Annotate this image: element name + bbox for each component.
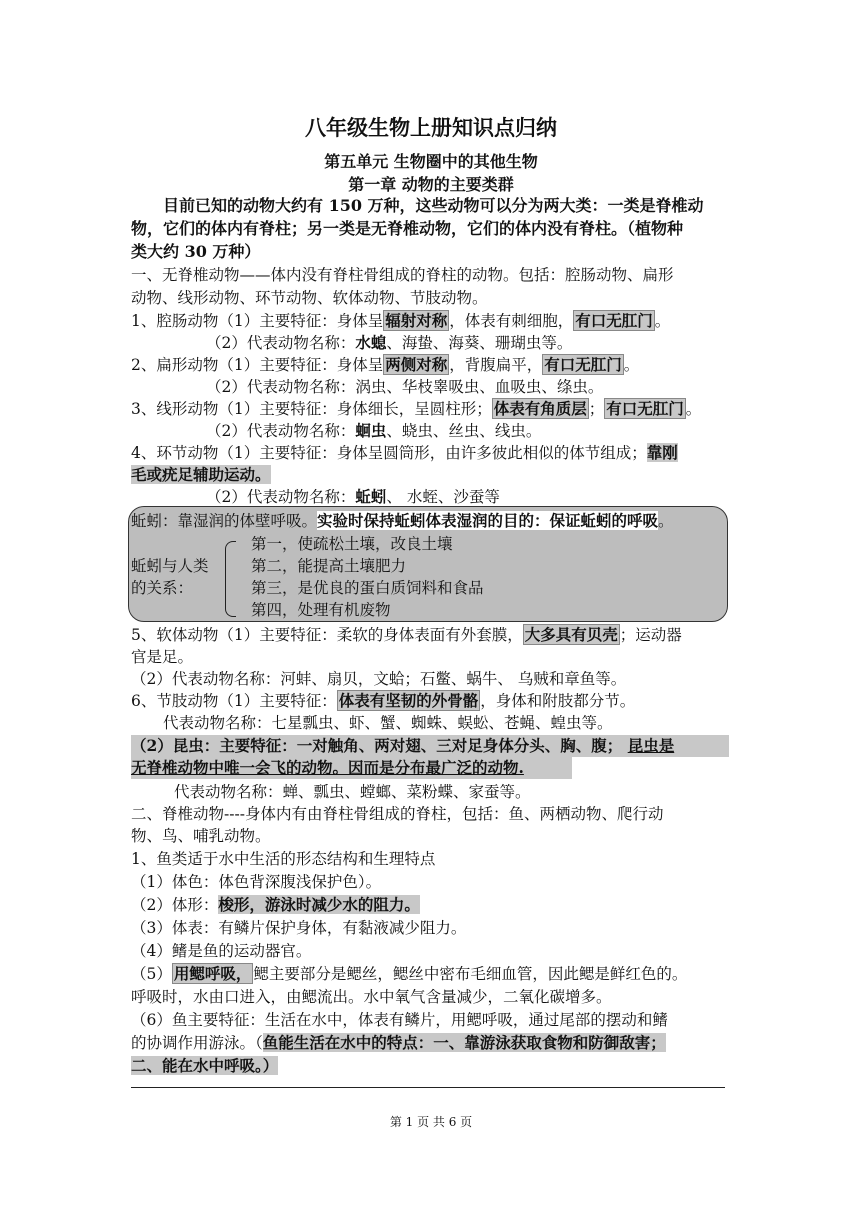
intro-line-3: 类大约 30 万种） [131,242,261,261]
annelid-examples: （2）代表动物名称：蚯蚓、 水蛭、沙蚕等 [206,487,500,506]
fish-heading: 1、鱼类适于水中生活的形态结构和生理特点 [131,850,436,868]
cnidaria-examples: （2）代表动物名称：水螅、海蛰、海葵、珊瑚虫等。 [206,333,573,352]
earthworm-breathing: 蚯蚓：靠湿润的体壁呼吸。实验时保持蚯蚓体表湿润的目的：保证蚯蚓的呼吸。 [131,511,674,530]
relation-item-3: 第三，是优良的蛋白质饲料和食品 [251,579,484,597]
fish-point-6: （6）鱼主要特征：生活在水中，体表有鳞片，用鳃呼吸，通过尾部的摆动和鳍 [131,1011,668,1029]
mollusc-features: 5、软体动物（1）主要特征：柔软的身体表面有外套膜， 大多具有贝壳 ；运动器 [131,625,682,644]
arthropod-examples: 代表动物名称：七星瓢虫、虾、蟹、蜘蛛、蜈蚣、苍蝇、蝗虫等。 [163,714,613,732]
fish-point-2: （2）体形：梭形，游泳时减少水的阻力。 [131,895,420,914]
fish-point-5-cont: 呼吸时，水由口进入，由鳃流出。水中氧气含量减少，二氧化碳增多。 [131,988,612,1006]
relation-label-2: 的关系： [131,579,194,597]
section1-line-1: 一、无脊椎动物——体内没有脊柱骨组成的脊柱的动物。包括：腔肠动物、扁形 [131,266,674,284]
insect-features: （2）昆虫：主要特征：一对触角、两对翅、三对足身体分头、胸、腹； 昆虫是 [131,735,729,757]
section2-line-1: 二、脊椎动物----身体内有由脊柱骨组成的脊柱，包括：鱼、两栖动物、爬行动 [131,805,664,823]
insect-examples: 代表动物名称：蝉、瓢虫、螳螂、菜粉蝶、家蚕等。 [174,783,531,801]
brace [225,541,236,617]
relation-item-4: 第四，处理有机废物 [251,601,391,619]
arthropod-features: 6、节肢动物（1）主要特征： 体表有坚韧的外骨骼 ，身体和附肢都分节。 [131,691,636,710]
relation-item-1: 第一，使疏松土壤，改良土壤 [251,535,453,553]
flatworm-examples: （2）代表动物名称：涡虫、华枝睾吸虫、血吸虫、绦虫。 [206,378,604,396]
roundworm-examples: （2）代表动物名称：蛔虫、蛲虫、丝虫、线虫。 [206,421,542,440]
section2-line-2: 物、鸟、哺乳动物。 [131,827,271,845]
fish-point-6-end: 二、能在水中呼吸。） [131,1056,279,1075]
relation-label-1: 蚯蚓与人类 [131,557,209,575]
fish-point-4: （4）鳍是鱼的运动器官。 [131,942,312,960]
page-footer: 第 1 页 共 6 页 [389,1115,473,1129]
fish-point-5: （5） 用鳃呼吸， 鳃主要部分是鳃丝，鳃丝中密布毛细血管，因此鳃是鲜红色的。 [131,964,688,983]
fish-point-6-cont: 的协调作用游泳。（鱼能生活在水中的特点：一、靠游泳获取食物和防御敌害； [131,1033,666,1052]
section1-line-2: 动物、线形动物、环节动物、软体动物、节肢动物。 [131,289,488,307]
unit-heading: 第五单元 生物圈中的其他生物 [324,152,538,171]
fish-point-1: （1）体色：体色背深腹浅保护色）。 [131,873,382,891]
flatworm-features: 2、扁形动物（1）主要特征：身体呈 两侧对称 ，背腹扁平， 有口无肛门 。 [131,355,640,374]
cnidaria-features: 1、腔肠动物（1）主要特征：身体呈 辐射对称 ，体表有刺细胞， 有口无肛门 。 [131,311,671,330]
roundworm-features: 3、线形动物（1）主要特征：身体细长，呈圆柱形； 体表有角质层 ； 有口无肛门 。 [131,399,702,418]
doc-title: 八年级生物上册知识点归纳 [305,116,557,140]
annelid-features-cont: 毛或疣足辅助运动。 [131,465,271,484]
annelid-features: 4、环节动物（1）主要特征：身体呈圆筒形，由许多彼此相似的体节组成；靠刚 [131,443,678,462]
relation-item-2: 第二，能提高土壤肥力 [251,557,407,575]
insect-features-cont: 无脊椎动物中唯一会飞的动物。因而是分布最广泛的动物. [131,757,572,779]
intro-line-1: 目前已知的动物大约有 150 万种，这些动物可以分为两大类：一类是脊椎动 [163,196,704,215]
intro-line-2: 物，它们的体内有脊柱；另一类是无脊椎动物，它们的体内没有脊柱。（植物种 [131,219,684,238]
fish-point-3: （3）体表：有鳞片保护身体，有黏液减少阻力。 [131,919,467,937]
mollusc-features-cont: 官是足。 [131,648,194,666]
chapter-heading: 第一章 动物的主要类群 [348,175,514,194]
footer-rule [131,1087,725,1088]
mollusc-examples: （2）代表动物名称：河蚌、扇贝，文蛤；石鳖、蜗牛、 乌贼和章鱼等。 [131,670,627,688]
